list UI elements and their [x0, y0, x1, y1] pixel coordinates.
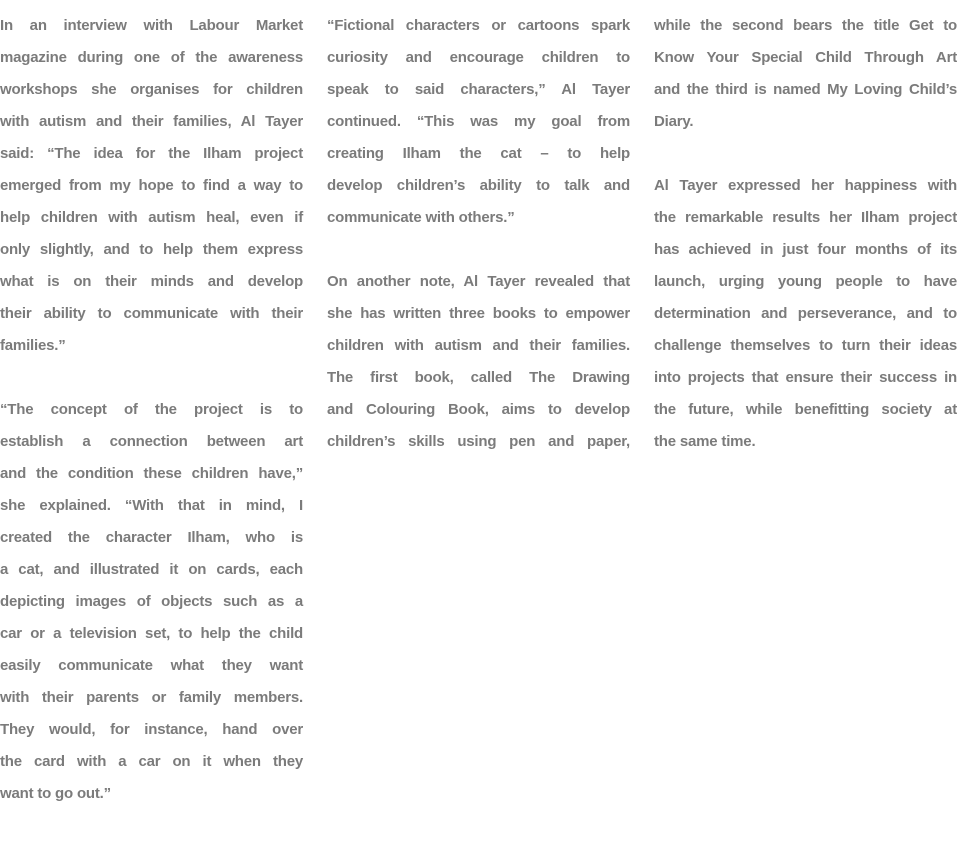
text-line: families.”: [0, 337, 66, 354]
text-line: On another note, Al Tayer revealed that: [327, 273, 630, 290]
text-line: communicate with others.”: [327, 209, 515, 226]
text-line: a cat, and illustrated it on cards, each: [0, 561, 303, 578]
text-line: continued. “This was my goal from: [327, 113, 630, 130]
text-line: she explained. “With that in mind, I: [0, 497, 303, 514]
text-line: They would, for instance, hand over: [0, 721, 303, 738]
text-line: created the character Ilham, who is: [0, 529, 303, 546]
text-line: has achieved in just four months of its: [654, 241, 957, 258]
text-line: challenge themselves to turn their ideas: [654, 337, 957, 354]
text-line: with their parents or family members.: [0, 689, 303, 706]
text-line: and the third is named My Loving Child’s: [654, 81, 957, 98]
paragraph: [654, 170, 957, 458]
text-line: Al Tayer expressed her happiness with: [654, 177, 957, 194]
text-line: what is on their minds and develop: [0, 273, 303, 290]
text-line: workshops she organises for children: [0, 81, 303, 98]
text-line: into projects that ensure their success in: [654, 369, 957, 386]
text-line: curiosity and encourage children to: [327, 49, 630, 66]
text-line: their ability to communicate with their: [0, 305, 303, 322]
text-line: creating Ilham the cat – to help: [327, 145, 630, 162]
text-line: determination and perseverance, and to: [654, 305, 957, 322]
text-line: Diary.: [654, 113, 694, 130]
paragraph: [654, 10, 957, 138]
text-line: the remarkable results her Ilham project: [654, 209, 957, 226]
text-line: children with autism and their families.: [327, 337, 630, 354]
text-line: “The concept of the project is to: [0, 401, 303, 418]
text-line: speak to said characters,” Al Tayer: [327, 81, 630, 98]
text-line: emerged from my hope to find a way to: [0, 177, 303, 194]
text-line: launch, urging young people to have: [654, 273, 957, 290]
text-line: want to go out.”: [0, 785, 111, 802]
text-line: while the second bears the title Get to: [654, 17, 957, 34]
text-line: develop children’s ability to talk and: [327, 177, 630, 194]
text-line: establish a connection between art: [0, 433, 303, 450]
text-line: the same time.: [654, 433, 756, 450]
text-line: Know Your Special Child Through Art: [654, 49, 957, 66]
paragraph: [327, 266, 630, 458]
text-line: The first book, called The Drawing: [327, 369, 630, 386]
text-line: the card with a car on it when they: [0, 753, 303, 770]
text-line: magazine during one of the awareness: [0, 49, 303, 66]
column-2: [327, 10, 630, 490]
text-line: she has written three books to empower: [327, 305, 630, 322]
paragraph: [327, 10, 630, 234]
text-line: only slightly, and to help them express: [0, 241, 303, 258]
paragraph: [0, 10, 303, 362]
text-line: easily communicate what they want: [0, 657, 303, 674]
text-line: children’s skills using pen and paper,: [327, 433, 630, 450]
text-line: car or a television set, to help the child: [0, 625, 303, 642]
paragraph: [0, 394, 303, 810]
text-line: depicting images of objects such as a: [0, 593, 303, 610]
text-line: said: “The idea for the Ilham project: [0, 145, 303, 162]
text-line: the future, while benefitting society at: [654, 401, 957, 418]
text-line: and the condition these children have,”: [0, 465, 303, 482]
text-line: and Colouring Book, aims to develop: [327, 401, 630, 418]
text-line: with autism and their families, Al Tayer: [0, 113, 303, 130]
text-line: help children with autism heal, even if: [0, 209, 303, 226]
column-3: [654, 10, 957, 490]
text-line: In an interview with Labour Market: [0, 17, 303, 34]
text-line: “Fictional characters or cartoons spark: [327, 17, 630, 34]
column-1: [0, 10, 303, 842]
